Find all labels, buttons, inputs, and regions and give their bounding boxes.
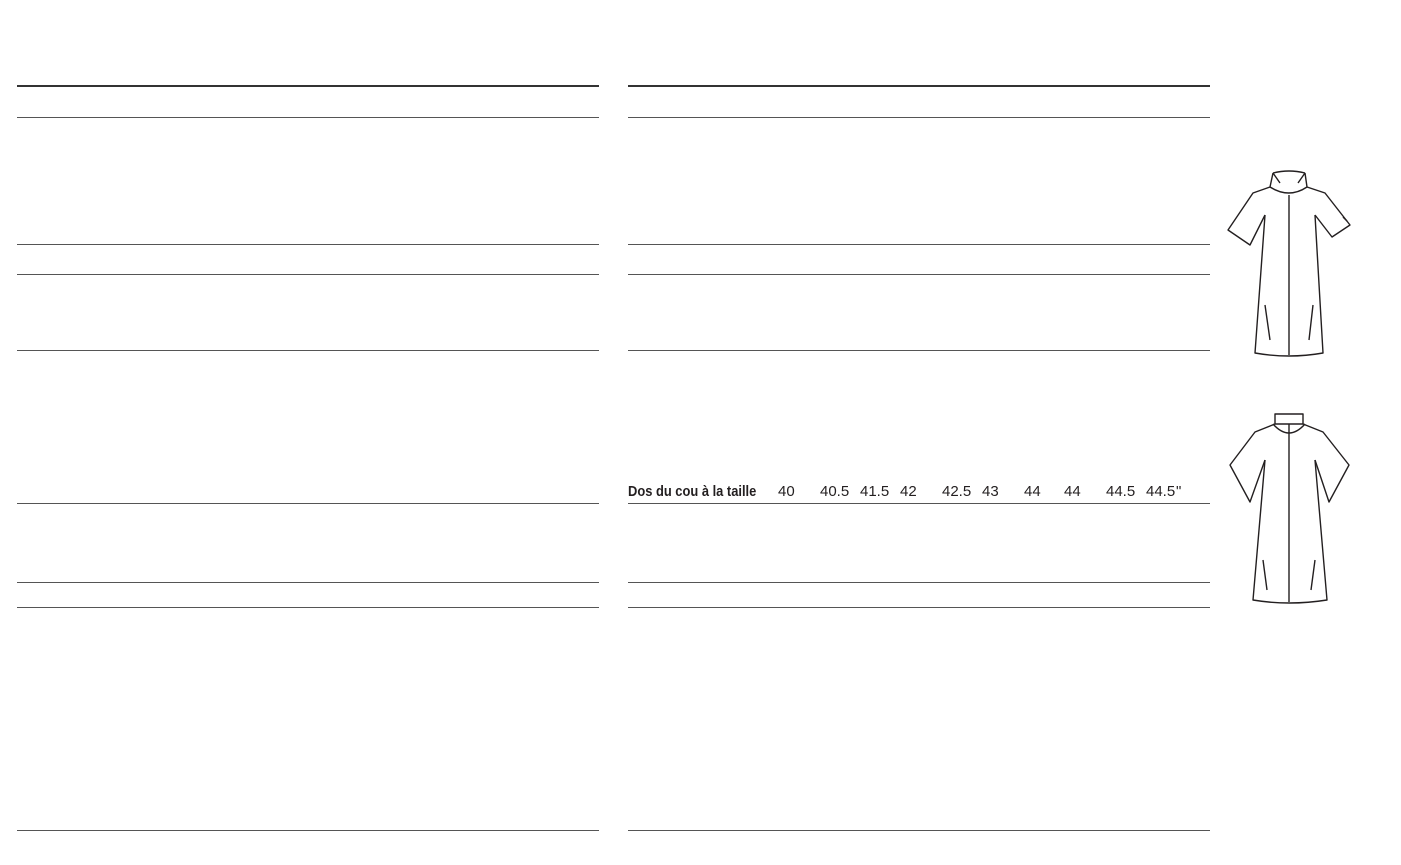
table-cell: 42 [900,483,917,500]
table-cell: 41.5 [860,483,890,500]
table-row [628,404,1228,429]
coat-front-sketch [1225,165,1355,360]
table-cell: 40.5 [820,483,850,500]
table-cell: 44.5 [1146,483,1176,500]
table-row [628,326,1228,351]
table-cell: 44 [1064,483,1081,500]
table-row [17,638,617,663]
table-row [17,787,617,812]
row-label: Dos du cou à la taille [628,483,757,500]
coat-back-sketch [1225,410,1355,605]
fabrics-paragraph [17,120,598,195]
table-row [17,301,617,326]
table-cell: 44 [1024,483,1041,500]
table-row [17,737,617,762]
table-row [628,276,1228,301]
table-row [17,532,617,557]
table-row [17,404,617,429]
table-cell: 42.5 [942,483,972,500]
table-cell: 40 [778,483,795,500]
unit-label: " [1176,483,1182,500]
table-row [17,688,617,713]
table-row [628,301,1228,326]
table-cell: 43 [982,483,999,500]
table-row [17,276,617,301]
table-row [628,479,1228,504]
interfacing-yardage [17,582,24,607]
table-row [628,379,1228,404]
table-row [17,379,617,404]
fabrics-paragraph [628,120,1209,220]
table-row [17,429,617,454]
table-row [17,454,617,479]
interfacing-yardage [628,582,635,607]
table-cell: 44.5 [1106,483,1136,500]
table-row [628,454,1228,479]
table-row [17,557,617,582]
table-row [17,663,617,688]
